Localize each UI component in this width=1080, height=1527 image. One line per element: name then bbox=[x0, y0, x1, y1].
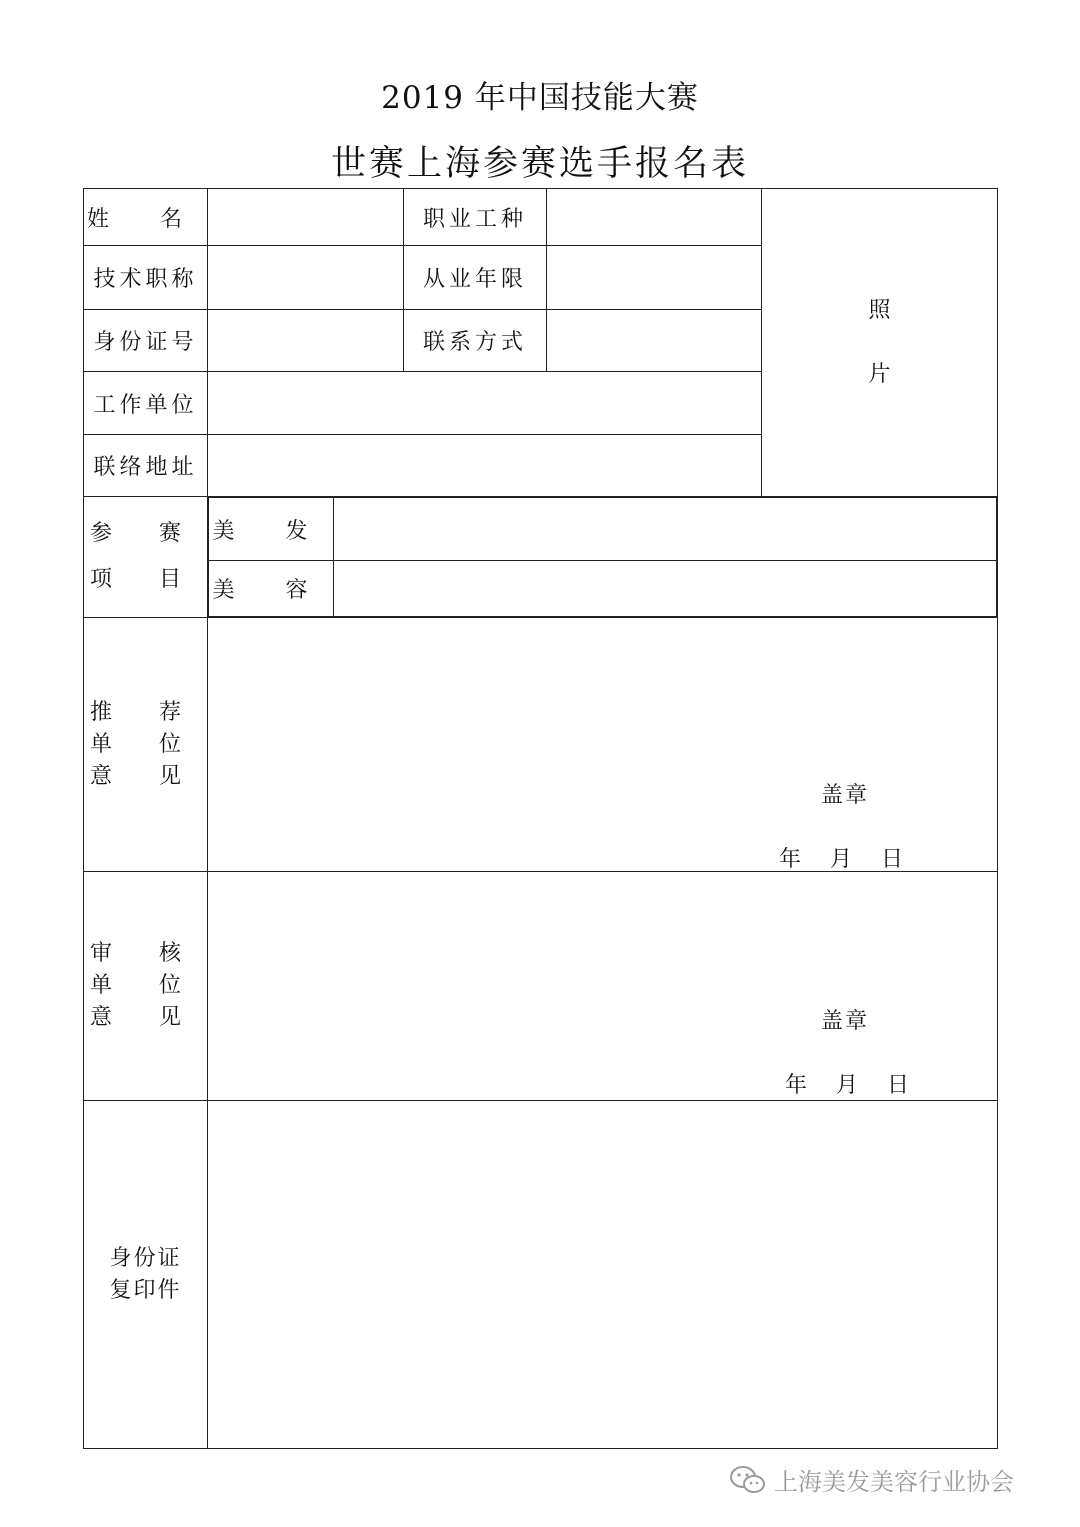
watermark-text: 上海美发美容行业协会 bbox=[774, 1468, 1014, 1496]
photo-label-2: 片 bbox=[868, 361, 891, 387]
event-label: 参 赛 项 目 bbox=[84, 497, 208, 618]
watermark bbox=[728, 1462, 1014, 1497]
event-beauty-field[interactable] bbox=[334, 561, 997, 617]
recommend-seal-label: 盖章 bbox=[820, 783, 869, 808]
form-title: 世赛上海参赛选手报名表 bbox=[330, 144, 749, 184]
occupation-label: 职业工种 bbox=[404, 189, 547, 246]
id-copy-label: 身份证 复印件 bbox=[84, 1101, 208, 1449]
form-subtitle: 2019 年中国技能大赛 bbox=[381, 80, 699, 116]
recommend-opinion-field[interactable] bbox=[208, 618, 998, 872]
address-label: 联络地址 bbox=[84, 435, 208, 497]
recommend-date-label: 年 月 日 bbox=[779, 847, 905, 872]
years-label: 从业年限 bbox=[404, 246, 547, 310]
years-field[interactable] bbox=[547, 246, 762, 310]
event-hair-label: 美 发 bbox=[209, 498, 334, 561]
work-unit-field[interactable] bbox=[208, 372, 762, 435]
review-seal-label: 盖章 bbox=[820, 1009, 869, 1034]
registration-form bbox=[83, 188, 998, 1449]
review-opinion-field[interactable] bbox=[208, 872, 998, 1101]
contact-field[interactable] bbox=[547, 310, 762, 372]
photo-label-1: 照 bbox=[868, 297, 891, 323]
tech-title-field[interactable] bbox=[208, 246, 404, 310]
event-beauty-label: 美 容 bbox=[209, 561, 334, 617]
address-field[interactable] bbox=[208, 435, 762, 497]
contact-label: 联系方式 bbox=[404, 310, 547, 372]
tech-title-label: 技术职称 bbox=[84, 246, 208, 310]
photo-box[interactable] bbox=[762, 189, 998, 497]
occupation-field[interactable] bbox=[547, 189, 762, 246]
review-date-label: 年 月 日 bbox=[785, 1073, 911, 1098]
work-unit-label: 工作单位 bbox=[84, 372, 208, 435]
recommend-label: 推 荐 单 位 意 见 bbox=[84, 618, 208, 872]
wechat-icon bbox=[728, 1464, 768, 1496]
review-label: 审 核 单 位 意 见 bbox=[84, 872, 208, 1101]
name-field[interactable] bbox=[208, 189, 404, 246]
name-label: 姓 名 bbox=[84, 189, 208, 246]
id-number-field[interactable] bbox=[208, 310, 404, 372]
event-hair-field[interactable] bbox=[334, 498, 997, 561]
id-copy-area[interactable] bbox=[208, 1101, 998, 1449]
id-number-label: 身份证号 bbox=[84, 310, 208, 372]
